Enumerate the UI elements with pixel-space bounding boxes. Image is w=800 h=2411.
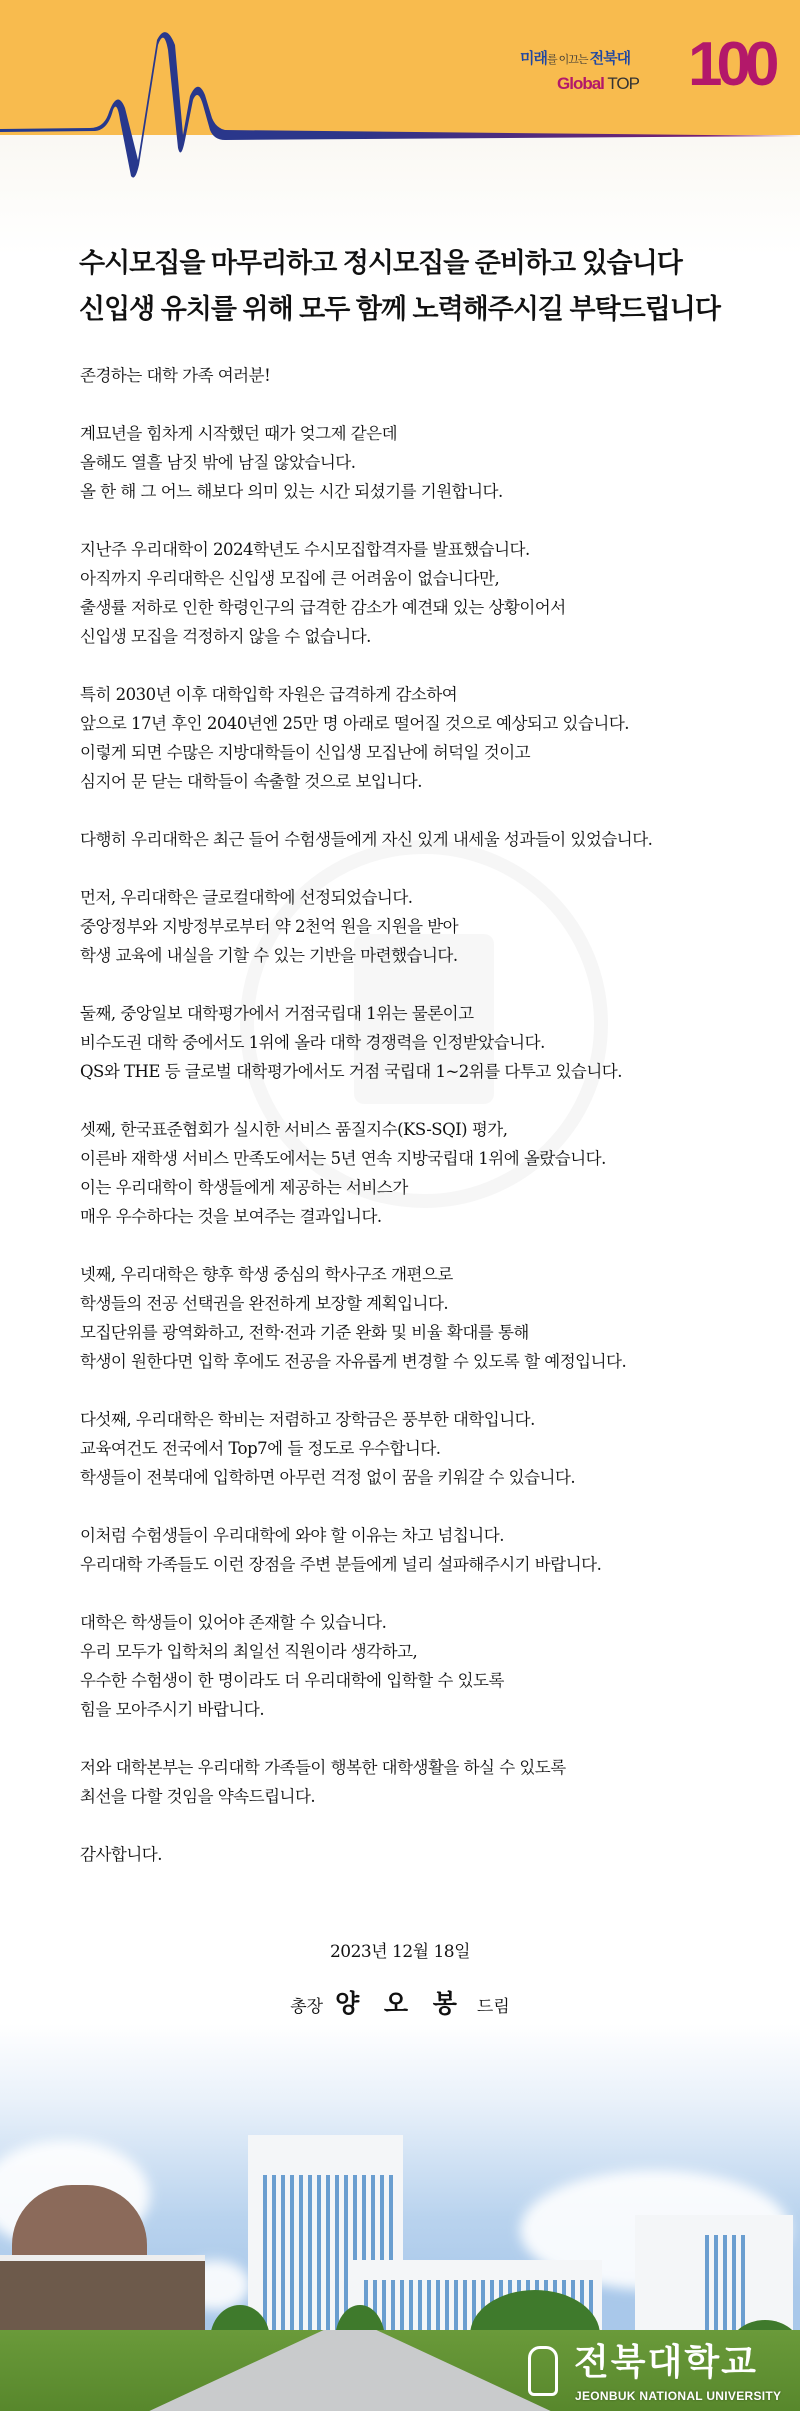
letter-paragraph	[80, 883, 780, 970]
letter-line: 비수도권 대학 중에서도 1위에 올라 대학 경쟁력을 인정받았습니다.	[80, 1033, 545, 1052]
signer-suffix: 드림	[476, 1997, 510, 2017]
letter-line: 특히 2030년 이후 대학입학 자원은 급격하게 감소하여	[80, 685, 458, 704]
signer-title: 총장	[290, 1997, 324, 2017]
logo-slogan-b: 를 이끄는	[546, 54, 590, 66]
letter-paragraph	[80, 535, 780, 651]
letter-line: 대학은 학생들이 있어야 존재할 수 있습니다.	[80, 1613, 387, 1632]
letter-line: 우리 모두가 입학처의 최일선 직원이라 생각하고,	[80, 1642, 418, 1661]
letter-paragraph	[80, 1115, 780, 1231]
letter-line: 학생 교육에 내실을 기할 수 있는 기반을 마련했습니다.	[80, 946, 458, 965]
letter-line: 감사합니다.	[80, 1845, 162, 1864]
letter-line: 올 한 해 그 어느 해보다 의미 있는 시간 되셨기를 기원합니다.	[80, 482, 503, 501]
letter-line: 앞으로 17년 후인 2040년엔 25만 명 아래로 떨어질 것으로 예상되고 있습니다.	[80, 714, 630, 733]
letter-paragraph	[80, 361, 780, 390]
letter-line: 힘을 모아주시기 바랍니다.	[80, 1700, 265, 1719]
title-line-2: 신입생 유치를 위해 모두 함께 노력해주시길 부탁드립니다	[79, 294, 720, 324]
logo-top: TOP	[603, 74, 639, 93]
letter-paragraph	[80, 1840, 780, 1869]
letter-line: 다행히 우리대학은 최근 들어 수험생들에게 자신 있게 내세울 성과들이 있었습니다.	[80, 830, 653, 849]
letter-line: 신입생 모집을 걱정하지 않을 수 없습니다.	[80, 627, 371, 646]
logo-100: 100	[688, 30, 774, 99]
letter-paragraph	[80, 1521, 780, 1579]
letter-paragraph	[80, 1608, 780, 1724]
logo-english-name: JEONBUK NATIONAL UNIVERSITY	[575, 2389, 782, 2403]
letter-line: 우리대학 가족들도 이런 장점을 주변 분들에게 널리 설파해주시기 바랍니다.	[80, 1555, 602, 1574]
letter-line: 저와 대학본부는 우리대학 가족들이 행복한 대학생활을 하실 수 있도록	[80, 1758, 566, 1777]
letter-line: 최선을 다할 것임을 약속드립니다.	[80, 1787, 316, 1806]
letter-paragraph	[80, 419, 780, 506]
letter-line: 셋째, 한국표준협회가 실시한 서비스 품질지수(KS-SQI) 평가,	[80, 1120, 508, 1139]
letter-line: 이른바 재학생 서비스 만족도에서는 5년 연속 지방국립대 1위에 올랐습니다.	[80, 1149, 606, 1168]
letter-line: 이렇게 되면 수많은 지방대학들이 신입생 모집난에 허덕일 것이고	[80, 743, 531, 762]
letter-line: 학생들의 전공 선택권을 완전하게 보장할 계획입니다.	[80, 1294, 449, 1313]
letter-paragraph	[80, 1260, 780, 1376]
letter-line: 이는 우리대학이 학생들에게 제공하는 서비스가	[80, 1178, 408, 1197]
logo-global-top	[557, 74, 639, 94]
building-windows	[705, 2235, 745, 2335]
letter-line: 매우 우수하다는 것을 보여주는 결과입니다.	[80, 1207, 382, 1226]
campus-photo-footer	[0, 2024, 800, 2411]
letter-line: 출생률 저하로 인한 학령인구의 급격한 감소가 예견돼 있는 상황이어서	[80, 598, 566, 617]
letter-line: 심지어 문 닫는 대학들이 속출할 것으로 보입니다.	[80, 772, 422, 791]
letter-line: 모집단위를 광역화하고, 전학·전과 기준 완화 및 비율 확대를 통해	[80, 1323, 529, 1342]
letter-paragraph	[80, 999, 780, 1086]
global-top-100-logo	[510, 30, 790, 99]
letter-line: 중앙정부와 지방정부로부터 약 2천억 원을 지원을 받아	[80, 917, 459, 936]
letter-line: 먼저, 우리대학은 글로컬대학에 선정되었습니다.	[80, 888, 413, 907]
letter-paragraph	[80, 1753, 780, 1811]
letter-paragraph	[80, 680, 780, 796]
letter-date: 2023년 12월 18일	[329, 1942, 471, 1962]
logo-slogan	[520, 50, 630, 68]
letter-line: 다섯째, 우리대학은 학비는 저렴하고 장학금은 풍부한 대학입니다.	[80, 1410, 535, 1429]
signer-name: 양 오 봉	[335, 1989, 465, 2018]
letter-line: QS와 THE 등 글로벌 대학평가에서도 거점 국립대 1~2위를 다투고 있습니다.	[80, 1062, 622, 1081]
jeonbuk-university-logo	[528, 2342, 798, 2408]
letter-line: 교육여건도 전국에서 Top7에 들 정도로 우수합니다.	[80, 1439, 441, 1458]
letter-line: 존경하는 대학 가족 여러분!	[80, 366, 271, 385]
logo-global: Global	[557, 74, 604, 93]
letter-line: 우수한 수험생이 한 명이라도 더 우리대학에 입학할 수 있도록	[80, 1671, 504, 1690]
university-emblem-icon	[528, 2346, 558, 2396]
letter-line: 지난주 우리대학이 2024학년도 수시모집합격자를 발표했습니다.	[80, 540, 530, 559]
logo-korean-name: 전북대학교	[574, 2341, 758, 2382]
building-hall	[0, 2255, 205, 2336]
heartbeat-line-graphic	[0, 0, 800, 200]
letter-line: 올해도 열흘 남짓 밖에 남질 않았습니다.	[80, 453, 356, 472]
title-line-1: 수시모집을 마무리하고 정시모집을 준비하고 있습니다	[79, 248, 682, 278]
signature	[0, 1988, 800, 2020]
letter-line: 계묘년을 힘차게 시작했던 때가 엊그제 같은데	[80, 424, 398, 443]
letter-line: 학생이 원한다면 입학 후에도 전공을 자유롭게 변경할 수 있도록 할 예정입니다.	[80, 1352, 627, 1371]
letter-line: 학생들이 전북대에 입학하면 아무런 걱정 없이 꿈을 키워갈 수 있습니다.	[80, 1468, 576, 1487]
logo-slogan-a: 미래	[520, 50, 547, 67]
letter-line: 둘째, 중앙일보 대학평가에서 거점국립대 1위는 물론이고	[80, 1004, 474, 1023]
letter-paragraph	[80, 825, 780, 854]
letter-line: 아직까지 우리대학은 신입생 모집에 큰 어려움이 없습니다만,	[80, 569, 500, 588]
logo-slogan-c: 전북대	[589, 50, 631, 67]
letter-line: 이처럼 수험생들이 우리대학에 와야 할 이유는 차고 넘칩니다.	[80, 1526, 504, 1545]
page-title	[79, 240, 779, 332]
letter-paragraph	[80, 1405, 780, 1492]
letter-line: 넷째, 우리대학은 향후 학생 중심의 학사구조 개편으로	[80, 1265, 453, 1284]
letter-body	[80, 361, 780, 1898]
